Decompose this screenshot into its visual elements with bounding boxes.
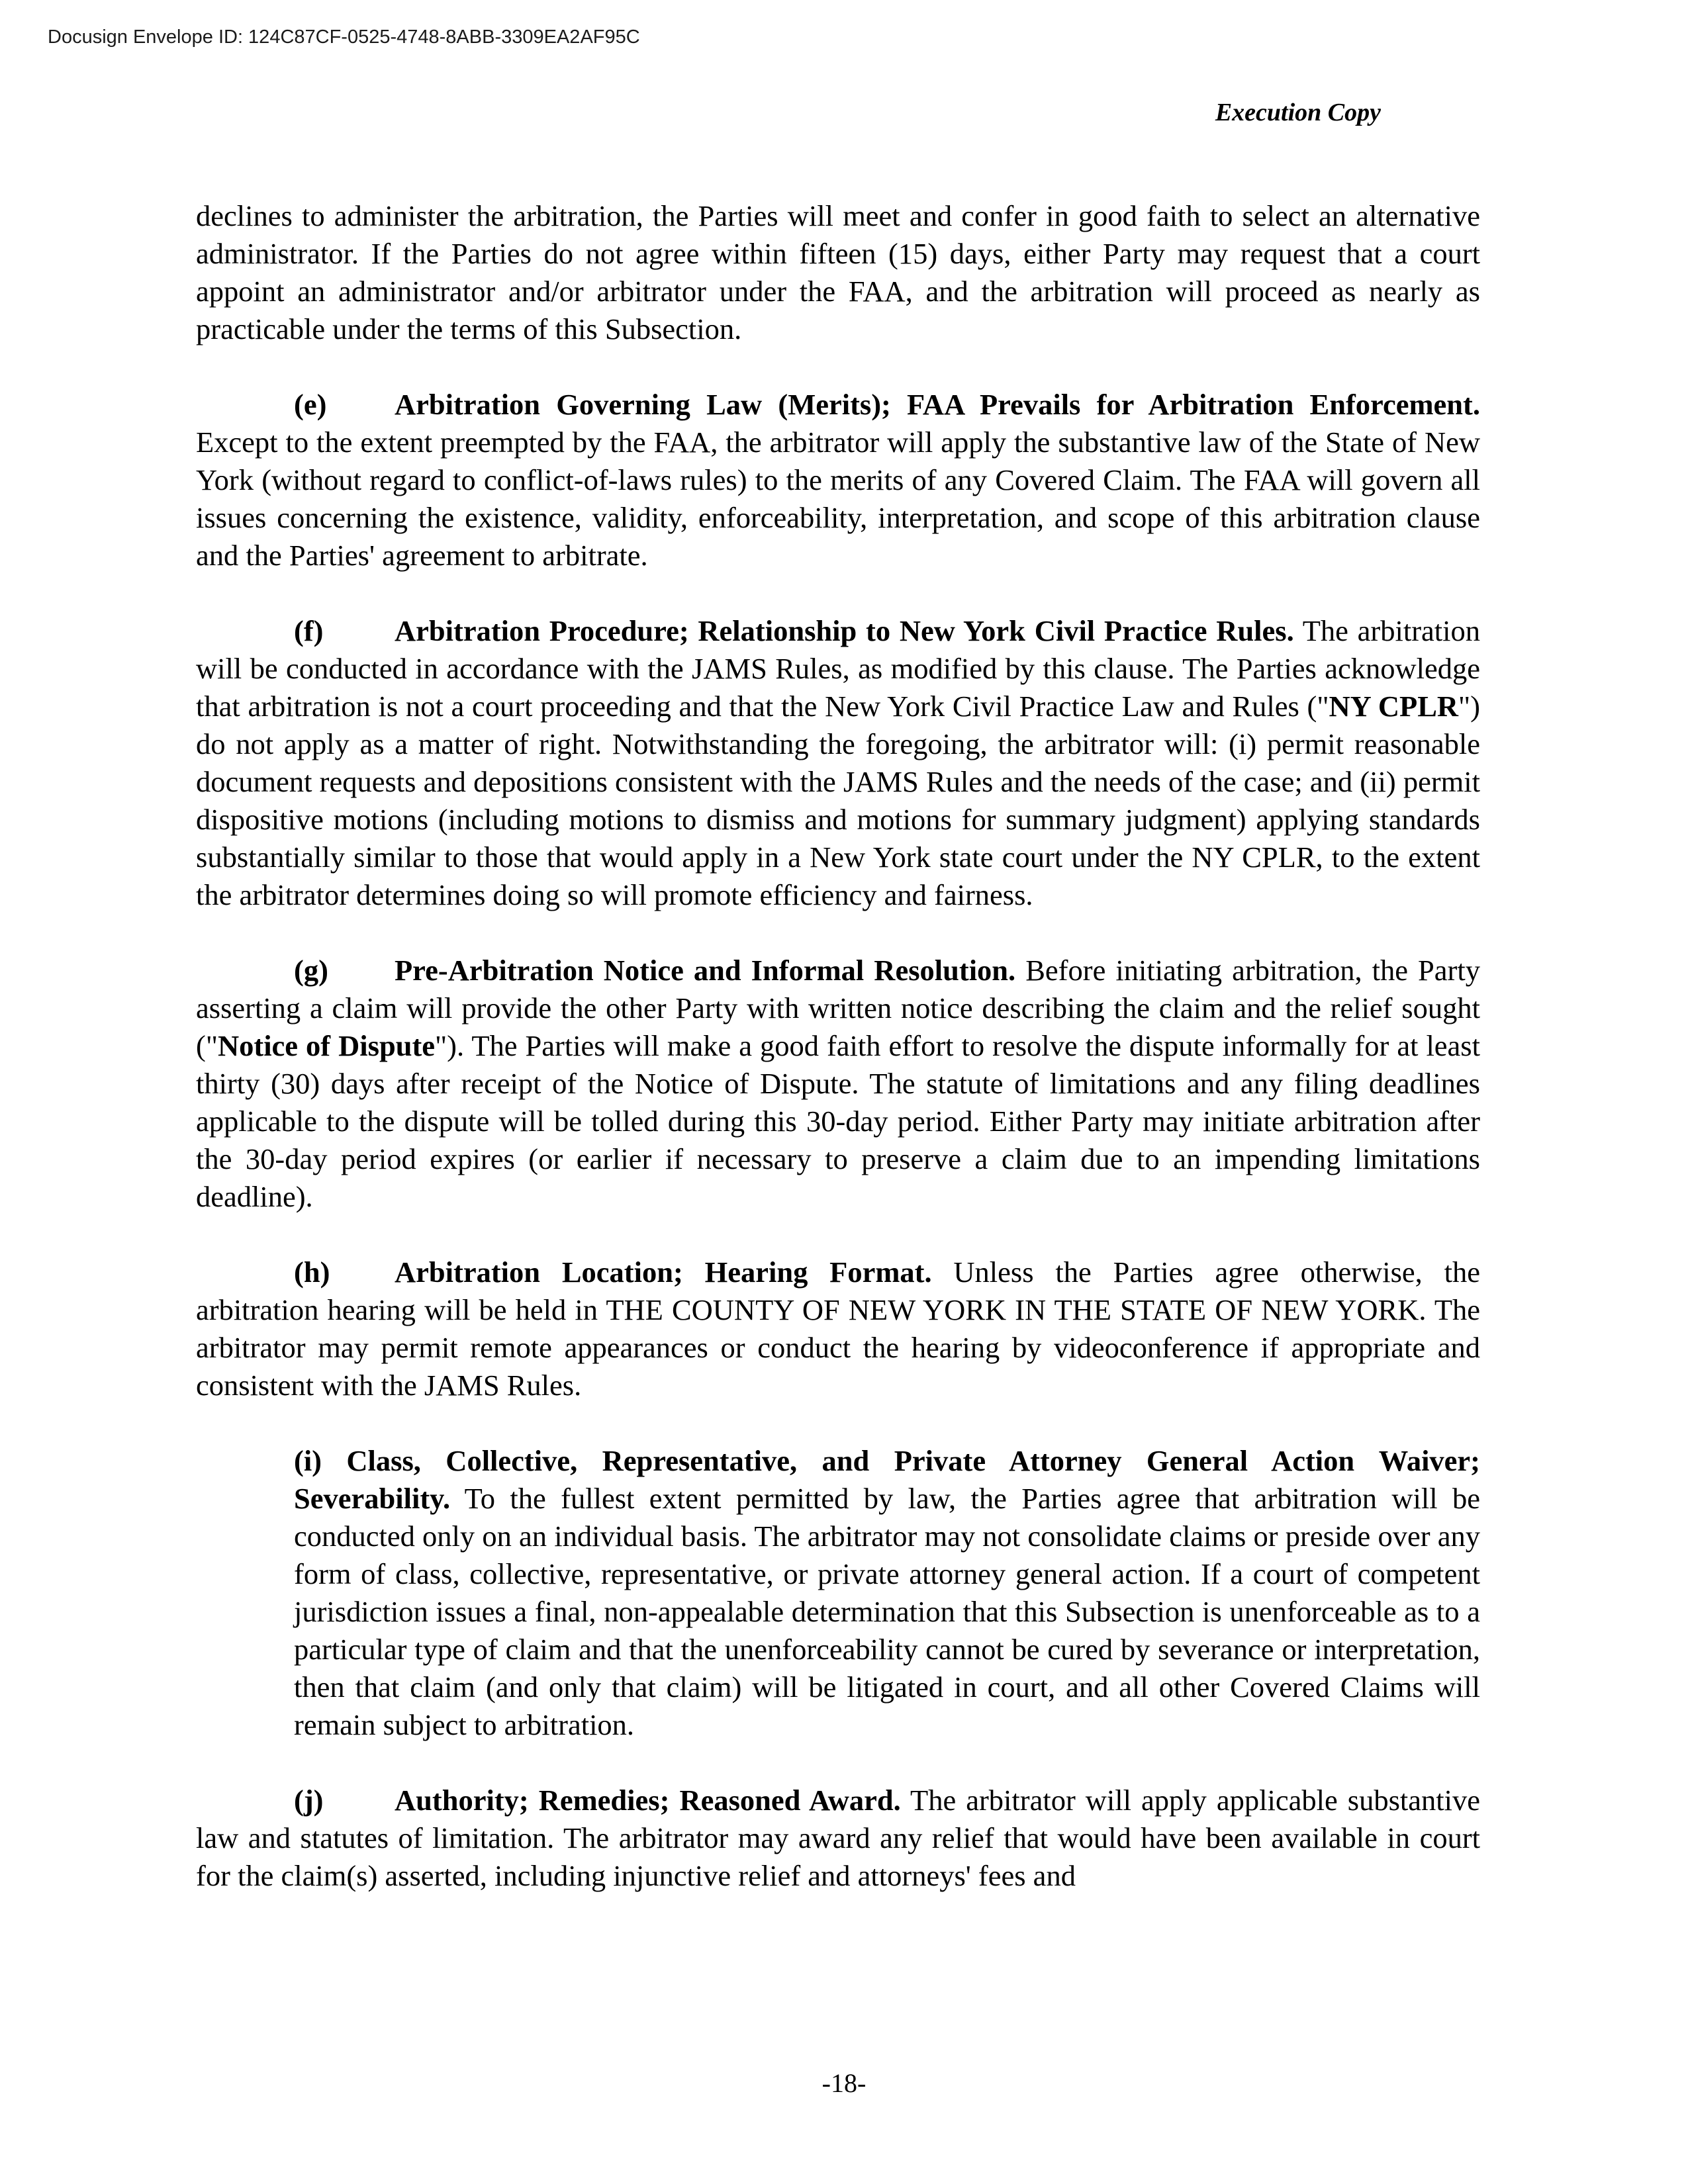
- defined-term: NY CPLR: [1329, 690, 1459, 723]
- paragraph-text: declines to administer the arbitration, the Parties will meet and confer in good faith to select an alternative administrator. If the Parties do not agree within fifteen (15) days, either Party may request that a court appoint an administrator and/or arbitrator under the FAA, and the arbitration will proceed as nearly as practicable under the terms of this Subsection.: [196, 199, 1480, 345]
- section-text: ") do not apply as a matter of right. Notwithstanding the foregoing, the arbitrator will: (i) permit reasonable document requests and depositions consistent with the JAMS Rules and the needs of the case; and (ii) permit dispositive motions (including motions to dismiss and motions for summary judgment) applying standards substantially similar to those that would apply in a New York state court under the NY CPLR, to the extent the arbitrator determines doing so will promote efficiency and fairness.: [196, 690, 1480, 911]
- section-heading: Authority; Remedies; Reasoned Award.: [395, 1784, 901, 1817]
- docusign-envelope-id: Docusign Envelope ID: 124C87CF-0525-4748-8ABB-3309EA2AF95C: [48, 26, 640, 48]
- page-number: -18-: [821, 2068, 867, 2098]
- section-heading: Arbitration Location; Hearing Format.: [395, 1255, 932, 1289]
- section-e: [196, 386, 1480, 574]
- section-text: The arbitration will be conducted in accordance with the JAMS Rules, as modified by this clause. The Parties acknowledge that arbitration is not a court proceeding and that the New York Civil Practice Law and Rules (": [196, 614, 1480, 723]
- execution-copy-label: Execution Copy: [1215, 99, 1381, 126]
- section-text: Except to the extent preempted by the FAA, the arbitrator will apply the substantive law of the State of New York (without regard to conflict-of-laws rules) to the merits of any Covered Claim. The FAA will govern all issues concerning the existence, validity, enforceability, interpretation, and scope of this arbitration clause and the Parties' agreement to arbitrate.: [196, 426, 1480, 572]
- section-text: "). The Parties will make a good faith effort to resolve the dispute informally for at least thirty (30) days after receipt of the Notice of Dispute. The statute of limitations and any filing deadlines applicable to the dispute will be tolled during this 30-day period. Either Party may initiate arbitration after the 30-day period expires (or earlier if necessary to preserve a claim due to an impending limitations deadline).: [196, 1029, 1480, 1213]
- section-number: (g): [294, 954, 328, 987]
- section-heading: Arbitration Governing Law (Merits); FAA Prevails for Arbitration Enforcement.: [395, 388, 1480, 421]
- paragraph-continuation: [196, 197, 1480, 348]
- section-heading: Pre-Arbitration Notice and Informal Resolution.: [395, 954, 1016, 987]
- section-text: Before initiating arbitration, the Party asserting a claim will provide the other Party with written notice describing the claim and the relief sought (": [196, 954, 1480, 1062]
- section-g: [196, 952, 1480, 1216]
- section-number: (e): [294, 388, 327, 421]
- section-text: Unless the Parties agree otherwise, the arbitration hearing will be held in THE COUNTY OF NEW YORK IN THE STATE OF NEW YORK. The arbitrator may permit remote appearances or conduct the hearing by videoconference if appropriate and consistent with the JAMS Rules.: [196, 1255, 1480, 1402]
- section-heading: Arbitration Procedure; Relationship to New York Civil Practice Rules.: [395, 614, 1294, 647]
- section-f: [196, 612, 1480, 914]
- section-j: [196, 1782, 1480, 1895]
- section-number: (h): [294, 1255, 330, 1289]
- section-number: (f): [294, 614, 324, 647]
- section-number: (j): [294, 1784, 324, 1817]
- defined-term: Notice of Dispute: [217, 1029, 436, 1062]
- document-body: [196, 197, 1480, 1933]
- section-text: To the fullest extent permitted by law, the Parties agree that arbitration will be conducted only on an individual basis. The arbitrator may not consolidate claims or preside over any form of class, collective, representative, or private attorney general action. If a court of competent jurisdiction issues a final, non-appealable determination that this Subsection is unenforceable as to a particular type of claim and that the unenforceability cannot be cured by severance or interpretation, then that claim (and only that claim) will be litigated in court, and all other Covered Claims will remain subject to arbitration.: [294, 1482, 1480, 1741]
- section-text: The arbitrator will apply applicable substantive law and statutes of limitation. The arbitrator may award any relief that would have been available in court for the claim(s) asserted, including injunctive relief and attorneys' fees and: [196, 1784, 1480, 1892]
- section-h: [196, 1253, 1480, 1404]
- section-heading: (i) Class, Collective, Representative, and Private Attorney General Action Waiver; Severability.: [294, 1444, 1480, 1515]
- section-i: [294, 1442, 1480, 1744]
